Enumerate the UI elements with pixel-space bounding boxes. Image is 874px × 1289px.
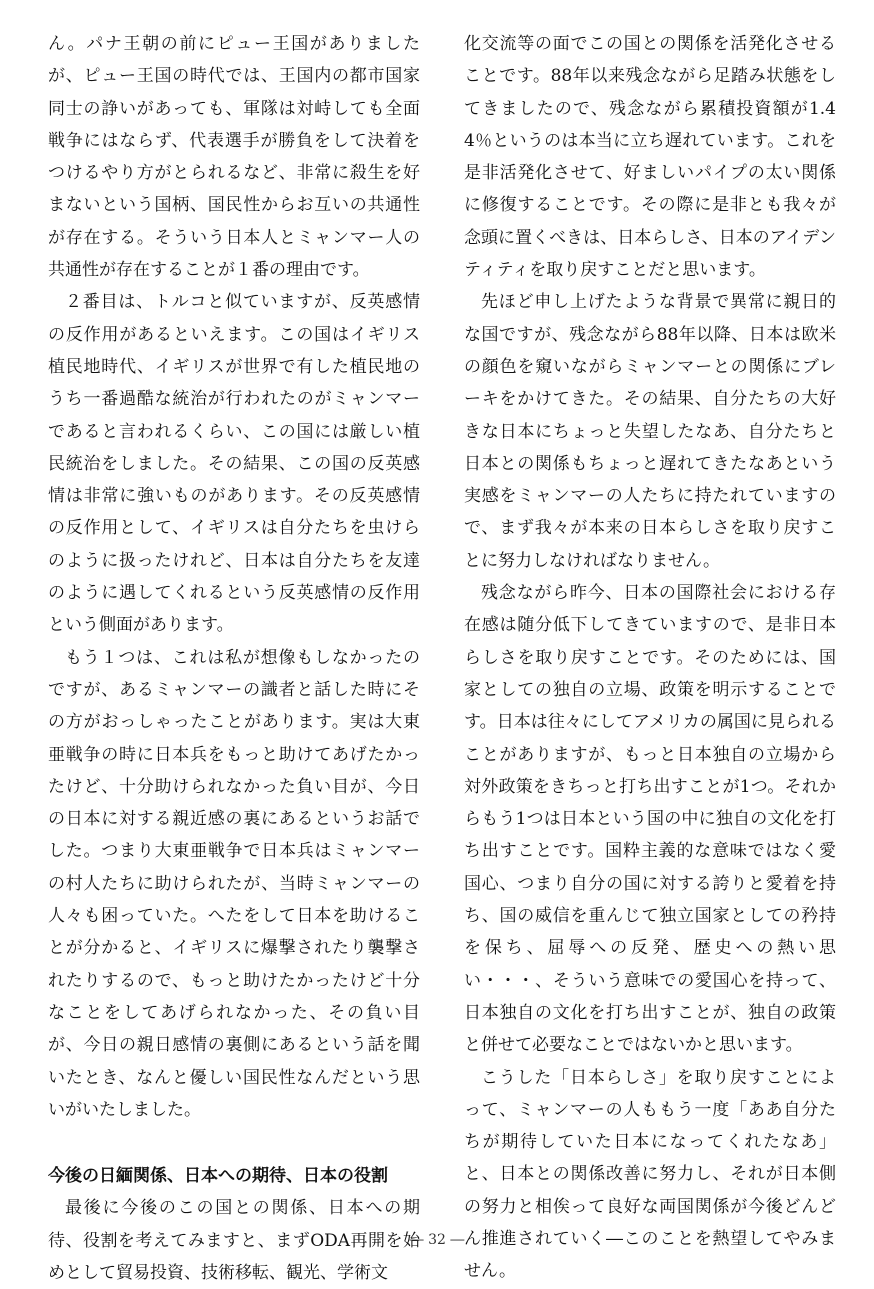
paragraph: ん。パナ王朝の前にピュー王国がありましたが、ピュー王国の時代では、王国内の都市国家同士の諍いがあっても、軍隊は対峙しても全面戦争にはならず、代表選手が勝負をして決着をつけるやり方がとられるなど、非常に殺生を好まないという国柄、国民性からお互いの共通性が存在する。そういう日本人とミャンマー人の共通性が存在することが１番の理由です。 <box>48 34 420 281</box>
paragraph: もう１つは、これは私が想像もしなかったのですが、あるミャンマーの識者と話した時にその方がおっしゃったことがあります。実は大東亜戦争の時に日本兵をもっと助けてあげたかったけど、十分助けられなかった負い目が、今日の日本に対する親近感の裏にあるというお話でした。つまり大東亜戦争で日本兵はミャンマーの村人たちに助けられたが、当時ミャンマーの人々も困っていた。へたをして日本を助けることが分かると、イギリスに爆撃されたり襲撃されたりするので、もっと助けたかったけど十分なことをしてあげられなかった、その負い目が、今日の親日感情の裏側にあるという話を聞いたとき、なんと優しい国民性なんだという思いがいたしました。 <box>48 647 420 1120</box>
paragraph: ２番目は、トルコと似ていますが、反英感情の反作用があるといえます。この国はイギリス植民地時代、イギリスが世界で有した植民地のうち一番過酷な統治が行われたのがミャンマーであると言われるくらい、この国には厳しい植民統治をしました。その結果、この国の反英感情は非常に強いものがあります。その反英感情の反作用として、イギリスは自分たちを虫けらのように扱ったけれど、日本は自分たちを友達のように遇してくれるという反英感情の反作用という側面があります。 <box>48 292 420 636</box>
right-column <box>464 28 836 1288</box>
paragraph: 残念ながら昨今、日本の国際社会における存在感は随分低下してきていますので、是非日本らしさを取り戻すことです。そのためには、国家としての独自の立場、政策を明示することです。日本は往々にしてアメリカの属国に見られることがありますが、もっと日本独自の立場から対外政策をきちっと打ち出すことが1つ。それからもう1つは日本という国の中に独自の文化を打ち出すことです。国粋主義的な意味ではなく愛国心、つまり自分の国に対する誇りと愛着を持ち、国の威信を重んじて独立国家としての矜持を保ち、屈辱への反発、歴史への熱い思い・・・、そういう意味での愛国心を持って、日本独自の文化を打ち出すことが、独自の政策と併せて必要なことではないかと思います。 <box>464 583 836 1056</box>
paragraph: 化交流等の面でこの国との関係を活発化させることです。88年以来残念ながら足踏み状態をしてきましたので、残念ながら累積投資額が1.44％というのは本当に立ち遅れています。これを是非活発化させて、好ましいパイプの太い関係に修復することです。その際に是非とも我々が念頭に置くべきは、日本らしさ、日本のアイデンティティを取り戻すことだと思います。 <box>464 34 836 281</box>
page-number: ― 32 ― <box>409 1232 465 1248</box>
left-column <box>48 28 420 1289</box>
paragraph: こうした「日本らしさ」を取り戻すことによって、ミャンマーの人ももう一度「ああ自分たちが期待していた日本になってくれたなあ」と、日本との関係改善に努力し、それが日本側の努力と相俟って良好な両国関係が今後どんどん推進されていく―このことを熱望してやみません。 <box>464 1067 836 1282</box>
section-heading: 今後の日緬関係、日本への期待、日本の役割 <box>48 1166 388 1187</box>
paragraph: 先ほど申し上げたような背景で異常に親日的な国ですが、残念ながら88年以降、日本は欧米の顔色を窺いながらミャンマーとの関係にブレーキをかけてきた。その結果、自分たちの大好きな日本にちょっと失望したなあ、自分たちと日本との関係もちょっと遅れてきたなあという実感をミャンマーの人たちに持たれていますので、まず我々が本来の日本らしさを取り戻すことに努力しなければなりません。 <box>464 292 836 571</box>
paragraph: 最後に今後のこの国との関係、日本への期待、役割を考えてみますと、まずODA再開を始めとして貿易投資、技術移転、観光、学術文 <box>48 1198 420 1283</box>
